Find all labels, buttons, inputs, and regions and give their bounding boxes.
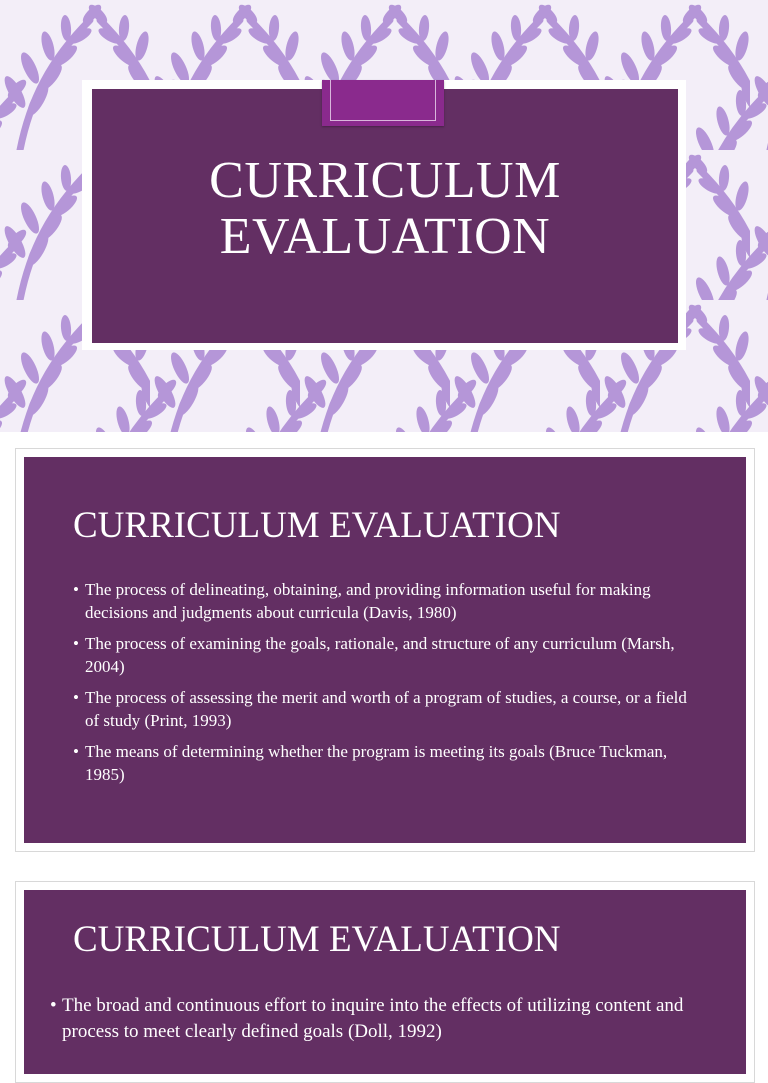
bullet-icon: • (50, 995, 57, 1016)
list-item (73, 578, 703, 624)
slide-gap (0, 432, 768, 448)
list-item (73, 740, 703, 786)
list-item (50, 993, 730, 1045)
bullet-icon: • (73, 688, 79, 707)
bullet-text: The broad and continuous effort to inquire into the effects of utilizing content and process to meet clearly defined goals (Doll, 1992) (62, 995, 684, 1042)
slide-title: CURRICULUM EVALUATION (73, 505, 561, 546)
definitions-slide-continued (15, 881, 755, 1083)
bullet-text: The process of assessing the merit and worth of a program of studies, a course, or a field of study (Print, 1993) (85, 688, 687, 730)
bullet-icon: • (73, 634, 79, 653)
bullet-icon: • (73, 580, 79, 599)
bullet-list (73, 578, 703, 786)
bullet-list (50, 993, 730, 1045)
title-line-2: EVALUATION (219, 208, 551, 265)
title-accent-tab-border (330, 80, 436, 121)
slide-title: CURRICULUM EVALUATION (73, 919, 561, 960)
bullet-text: The process of delineating, obtaining, and providing information useful for making decisions and judgments about curricula (Davis, 1980) (85, 580, 651, 622)
title-slide-heading (92, 153, 678, 265)
slide-panel (24, 457, 746, 843)
list-item (73, 632, 703, 678)
bullet-text: The means of determining whether the program is meeting its goals (Bruce Tuckman, 1985) (85, 742, 668, 784)
bullet-text: The process of examining the goals, rationale, and structure of any curriculum (Marsh, 2004) (85, 634, 675, 676)
slide-panel (24, 890, 746, 1074)
definitions-slide (15, 448, 755, 852)
title-line-1: CURRICULUM (209, 152, 561, 209)
list-item (73, 686, 703, 732)
title-accent-tab (322, 80, 444, 126)
bullet-icon: • (73, 742, 79, 761)
title-slide (0, 0, 768, 432)
